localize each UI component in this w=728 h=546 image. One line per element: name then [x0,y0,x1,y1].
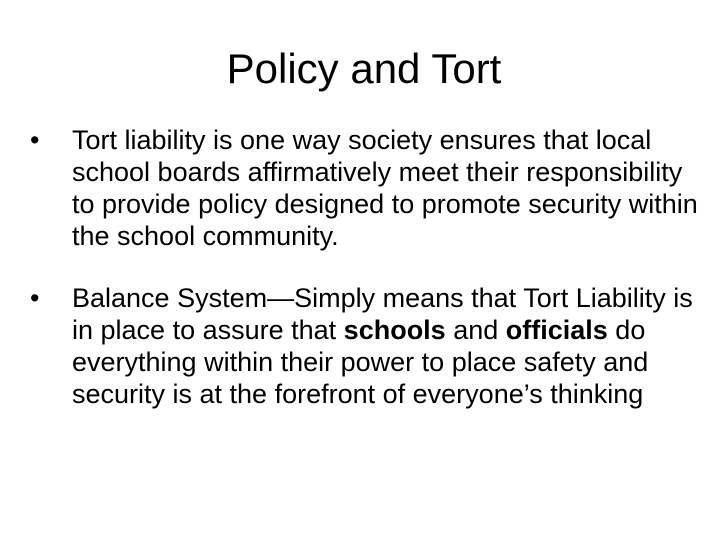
slide-title: Policy and Tort [226,45,502,92]
bullet-marker: • [30,125,40,155]
bold-term-schools: schools [343,315,446,345]
bold-term-officials: officials [505,315,608,345]
bullet-item-1 [30,124,700,252]
bullet-text: Tort liability is one way society ensures that local school boards affirmatively meet their responsibility to provide policy designed to promote security within the school community. [72,125,698,251]
bullet-marker: • [30,283,40,313]
bullet-text-part-3: do everything within their power to place safety and security is at the forefront of everyone’s thinking [72,315,649,409]
bullet-item-2 [30,282,700,410]
bullet-list [30,124,700,440]
bullet-text-part-1: Balance System—Simply means that Tort Liability is in place to assure that [72,283,693,345]
bullet-text-part-2: and [445,315,506,345]
